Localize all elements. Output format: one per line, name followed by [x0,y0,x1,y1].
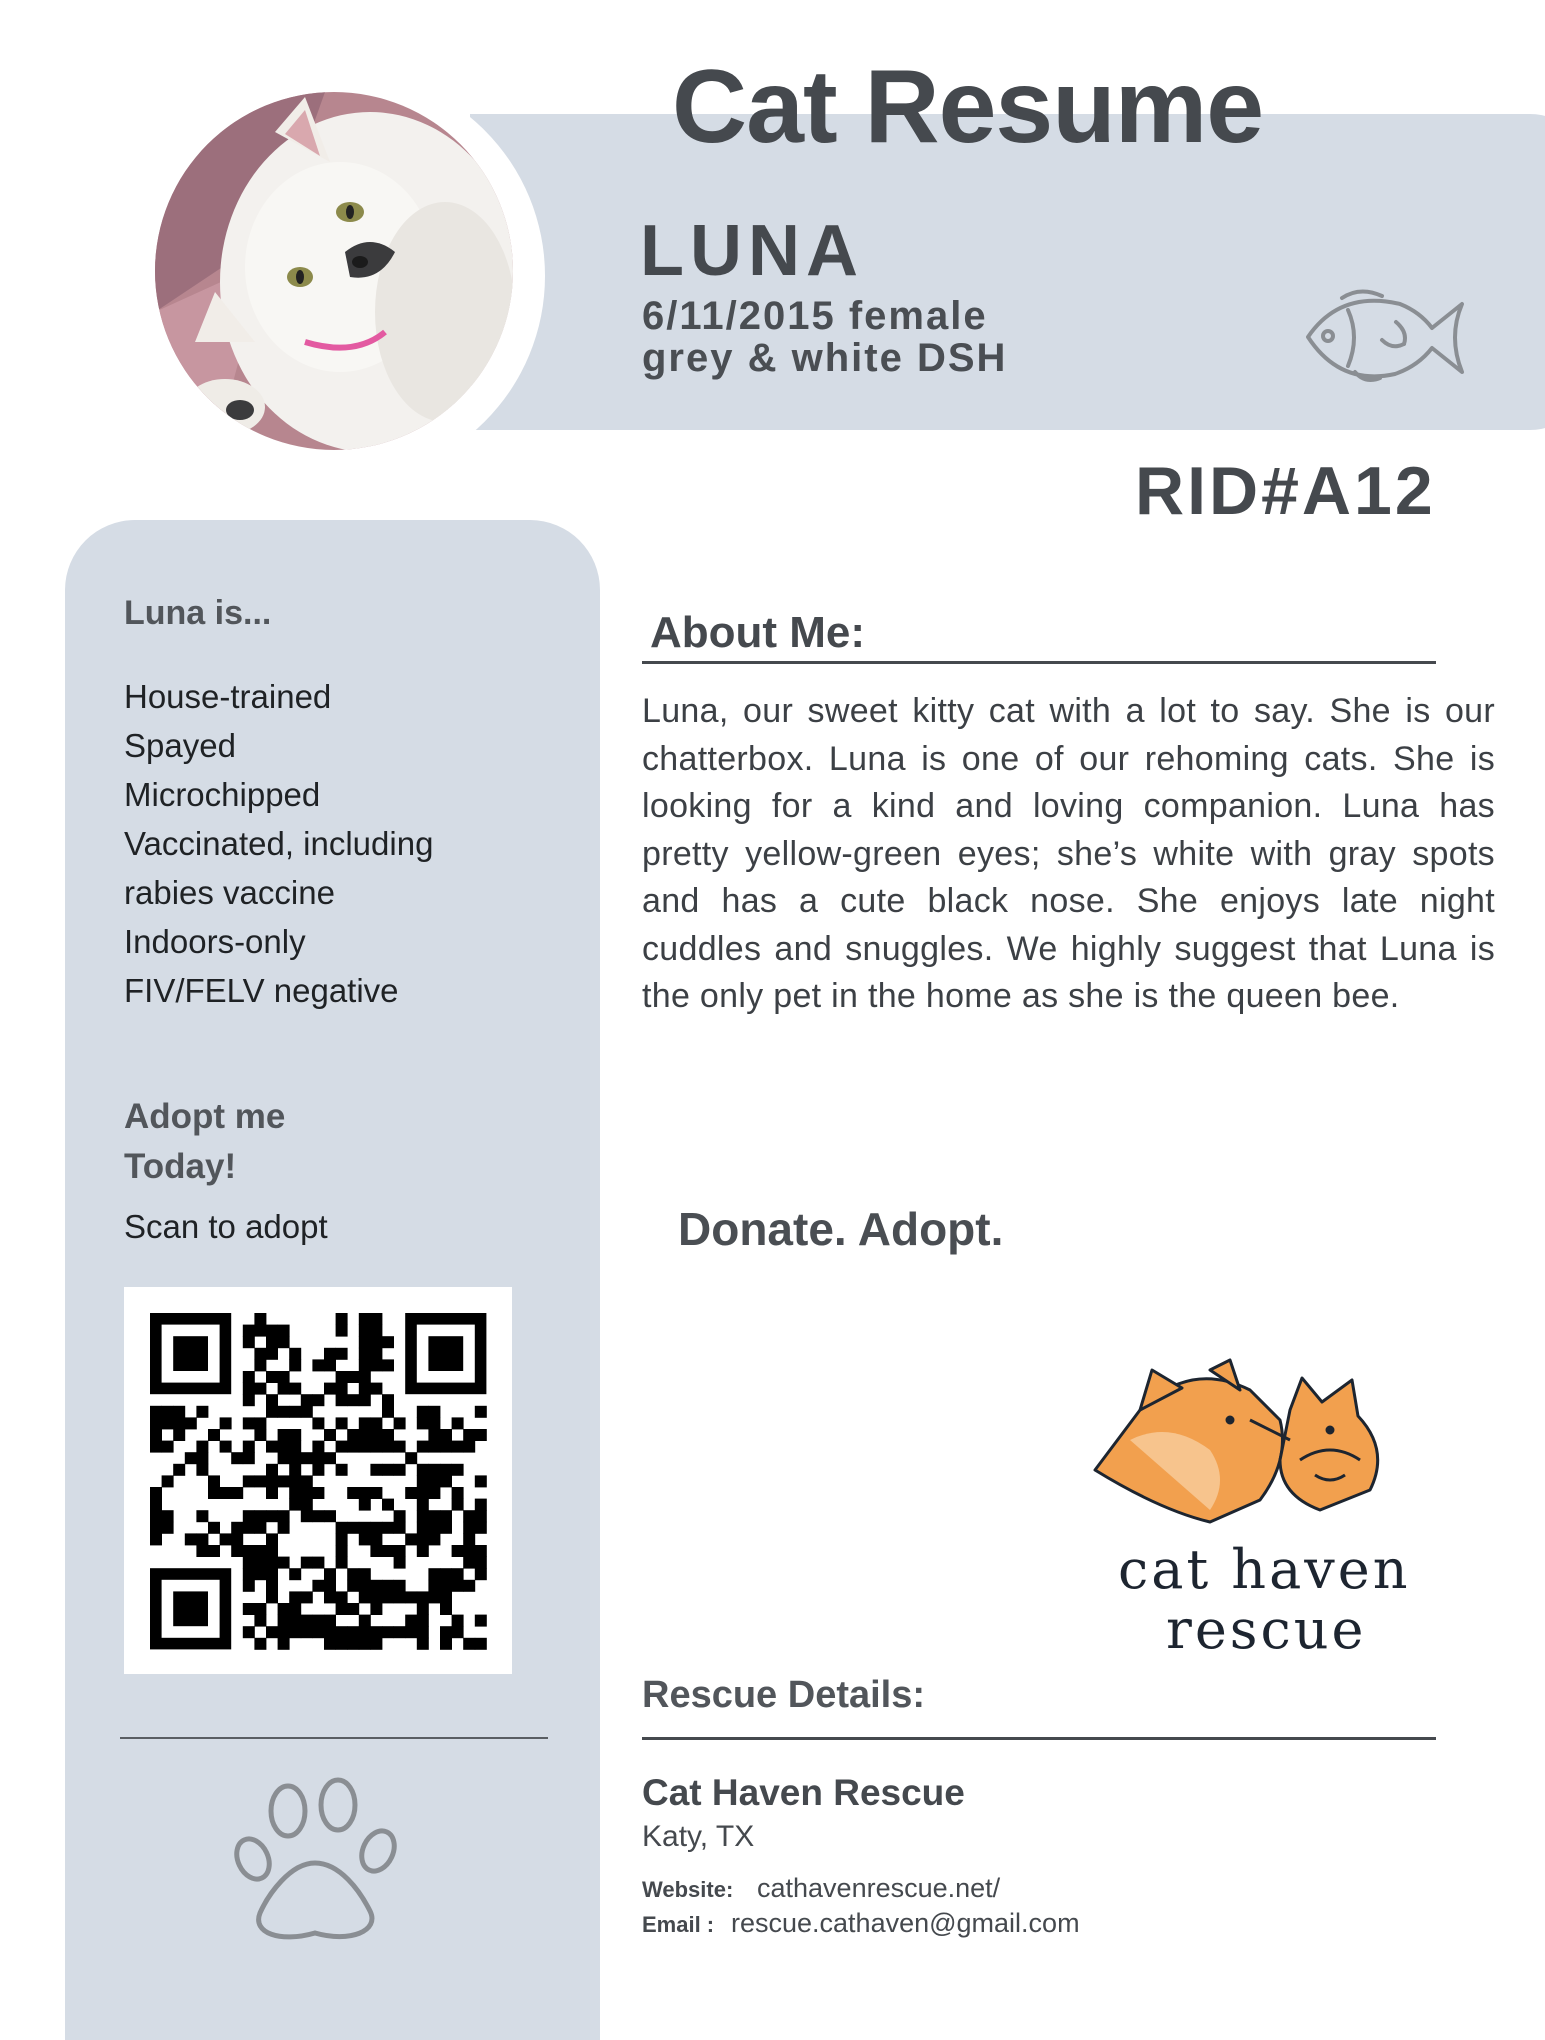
fish-icon [1300,282,1470,392]
website-link[interactable]: cathavenrescue.net/ [757,1873,1001,1903]
cat-photo [155,92,513,450]
adopt-heading [124,1092,424,1192]
coat-line: grey & white DSH [642,336,1008,380]
logo-text-line2: rescue [1166,1598,1367,1661]
traits-list [124,672,433,1015]
list-item: Indoors-only [124,923,306,960]
logo-text-line1: cat haven [1118,1538,1411,1601]
rescue-details-heading: Rescue Details: [642,1674,926,1716]
qr-code[interactable] [124,1287,512,1674]
scan-to-adopt-label: Scan to adopt [124,1208,328,1245]
list-item: rabies vaccine [124,874,335,911]
traits-heading: Luna is... [124,594,272,632]
about-heading: About Me: [650,608,866,657]
rescue-id: RID#A12 [1135,453,1436,529]
cat-name: LUNA [640,211,864,291]
org-name: Cat Haven Rescue [642,1772,965,1813]
list-item: Microchipped [124,776,321,813]
paw-icon [230,1775,405,1945]
rescue-logo [1090,1350,1400,1526]
org-location: Katy, TX [642,1820,755,1853]
rescue-details-divider [642,1737,1436,1740]
email-link[interactable]: rescue.cathaven@gmail.com [731,1908,1080,1938]
email-label: Email : [642,1912,715,1937]
list-item: Spayed [124,727,236,764]
about-divider [642,661,1436,664]
page-title: Cat Resume [672,49,1264,165]
about-paragraph: Luna, our sweet kitty cat with a lot to say. She is our chatterbox. Luna is one of our rehoming cats. She is looking for a kind and loving companion. Luna has pretty yellow-green eyes; she’s white with gray spots and has a cute black nose. She enjoys late night cuddles and snuggles. We highly suggest that Luna is the only pet in the home as she is the queen bee. [642,692,1495,1015]
website-label: Website: [642,1877,734,1902]
slogan: Donate. Adopt. [678,1203,1004,1255]
sidebar-divider [120,1737,548,1739]
adopt-heading-line2: Today! [124,1147,237,1186]
birth-sex-line: 6/11/2015 female [642,294,988,338]
adopt-heading-line1: Adopt me [124,1097,286,1136]
list-item: FIV/FELV negative [124,972,399,1009]
list-item: House-trained [124,678,332,715]
list-item: Vaccinated, including [124,825,434,862]
